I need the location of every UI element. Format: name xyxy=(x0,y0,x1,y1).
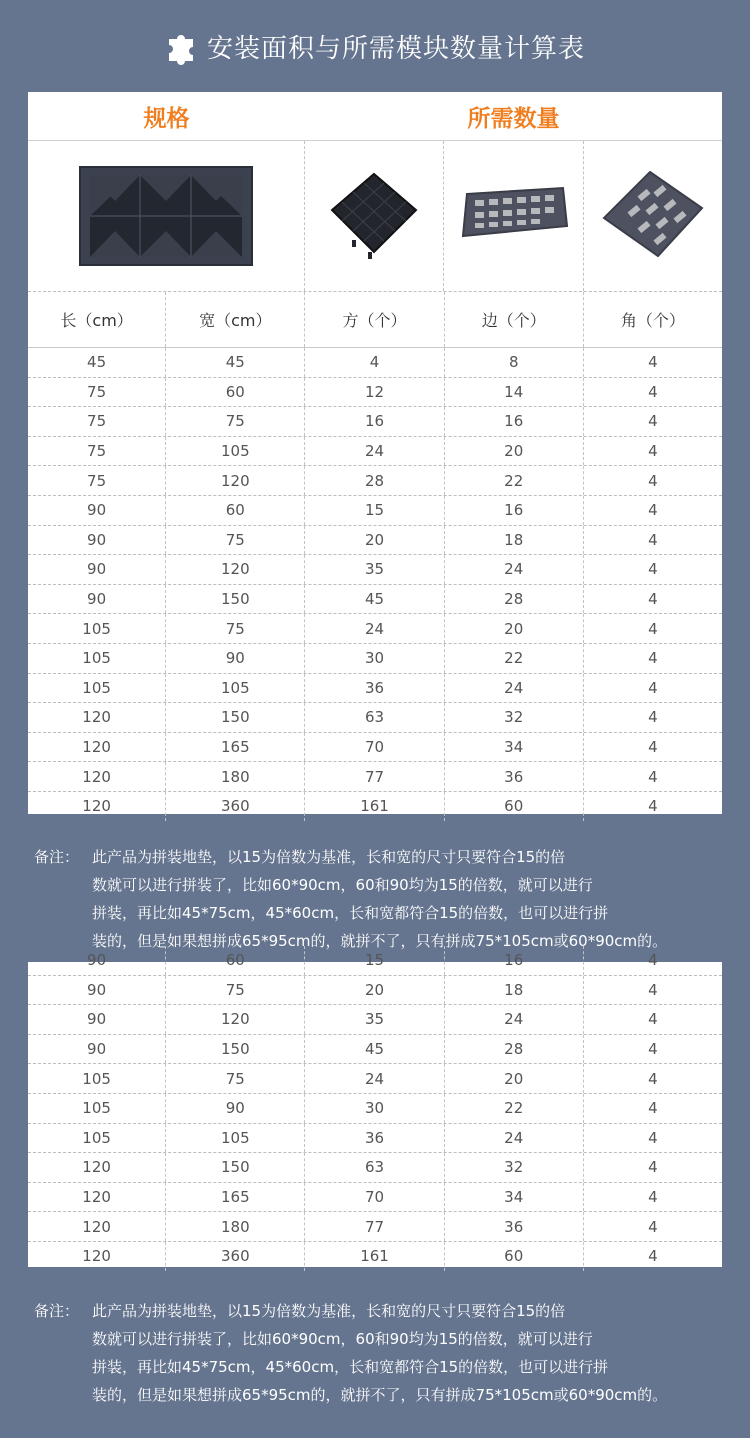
note-label: 备注： xyxy=(34,1302,80,1320)
table-cell: 16 xyxy=(445,946,584,975)
table-cell: 36 xyxy=(305,1124,444,1153)
table-cell: 20 xyxy=(305,976,444,1005)
table-row xyxy=(28,466,722,496)
table-cell: 105 xyxy=(166,437,305,466)
table-cell: 36 xyxy=(305,674,444,703)
table-cell: 105 xyxy=(28,1064,166,1093)
table-cell: 4 xyxy=(648,560,658,579)
table-cell: 60 xyxy=(166,946,305,975)
table-row xyxy=(28,674,722,704)
calc-table xyxy=(28,92,722,814)
note-line: 数就可以进行拼装了，比如60*90cm，60和90均为15的倍数，就可以进行 xyxy=(92,1330,593,1348)
table-cell: 120 xyxy=(28,733,166,762)
product-image-row xyxy=(28,141,722,292)
table-row xyxy=(28,976,722,1006)
table-cell: 75 xyxy=(166,526,305,555)
page-title: 安装面积与所需模块数量计算表 xyxy=(206,33,585,64)
table-cell: 105 xyxy=(28,644,166,673)
table-cell: 105 xyxy=(28,614,166,643)
table-cell: 36 xyxy=(445,1212,584,1241)
table-cell: 360 xyxy=(166,1242,305,1271)
table-cell: 4 xyxy=(648,708,658,727)
table-cell: 90 xyxy=(28,526,166,555)
table-cell: 120 xyxy=(28,1153,166,1182)
table-cell: 28 xyxy=(445,1035,584,1064)
table-cell: 16 xyxy=(445,496,584,525)
table-cell: 90 xyxy=(28,585,166,614)
table-cell: 4 xyxy=(648,619,658,638)
table-cell: 4 xyxy=(648,1158,658,1177)
table-cell: 22 xyxy=(445,644,584,673)
table-cell: 4 xyxy=(648,797,658,816)
note-label: 备注： xyxy=(34,848,80,866)
table-body xyxy=(28,348,722,821)
edge-tile-image xyxy=(444,141,583,291)
table-cell: 63 xyxy=(305,703,444,732)
table-cell: 75 xyxy=(166,1064,305,1093)
table-cell: 28 xyxy=(305,466,444,495)
table-cell: 4 xyxy=(648,1188,658,1207)
table-cell: 75 xyxy=(28,378,166,407)
note-line: 拼装，再比如45*75cm，45*60cm，长和宽都符合15的倍数，也可以进行拼 xyxy=(92,904,609,922)
table-cell: 4 xyxy=(648,1010,658,1029)
table-cell: 24 xyxy=(445,555,584,584)
table-cell: 4 xyxy=(648,1099,658,1118)
table-group-header xyxy=(28,92,722,141)
table-cell: 16 xyxy=(445,407,584,436)
square-tile-image xyxy=(305,141,444,291)
table-body-continued xyxy=(28,946,722,1271)
table-cell: 4 xyxy=(648,590,658,609)
col-square: 方（个） xyxy=(305,292,444,347)
spec-header: 规格 xyxy=(143,105,190,132)
table-row xyxy=(28,644,722,674)
table-cell: 4 xyxy=(648,767,658,786)
table-row xyxy=(28,378,722,408)
table-cell: 22 xyxy=(445,1094,584,1123)
table-cell: 105 xyxy=(166,1124,305,1153)
table-cell: 4 xyxy=(648,471,658,490)
corner-tile-image xyxy=(584,141,722,291)
table-cell: 4 xyxy=(648,1128,658,1147)
table-cell: 4 xyxy=(648,1217,658,1236)
table-row xyxy=(28,1153,722,1183)
table-cell: 150 xyxy=(166,585,305,614)
table-row xyxy=(28,437,722,467)
table-cell: 150 xyxy=(166,703,305,732)
table-cell: 77 xyxy=(305,1212,444,1241)
table-cell: 4 xyxy=(648,442,658,461)
table-cell: 45 xyxy=(166,348,305,377)
table-cell: 24 xyxy=(305,1064,444,1093)
assembled-mat-image xyxy=(28,141,305,291)
table-cell: 4 xyxy=(648,1069,658,1088)
table-cell: 120 xyxy=(28,1183,166,1212)
note-line: 数就可以进行拼装了，比如60*90cm，60和90均为15的倍数，就可以进行 xyxy=(92,876,593,894)
table-cell: 4 xyxy=(648,353,658,372)
table-cell: 90 xyxy=(28,976,166,1005)
qty-header: 所需数量 xyxy=(467,105,560,132)
table-cell: 32 xyxy=(445,1153,584,1182)
table-cell: 120 xyxy=(28,1242,166,1271)
table-cell: 90 xyxy=(28,1005,166,1034)
table-cell: 34 xyxy=(445,1183,584,1212)
table-row xyxy=(28,1035,722,1065)
table-cell: 150 xyxy=(166,1153,305,1182)
table-cell: 4 xyxy=(648,1247,658,1266)
table-cell: 75 xyxy=(28,466,166,495)
table-cell: 45 xyxy=(305,585,444,614)
table-row xyxy=(28,407,722,437)
note-line: 装的，但是如果想拼成65*95cm的，就拼不了，只有拼成75*105cm或60*90cm的。 xyxy=(92,1386,668,1404)
table-cell: 105 xyxy=(28,1124,166,1153)
table-cell: 165 xyxy=(166,1183,305,1212)
table-cell: 20 xyxy=(445,1064,584,1093)
table-cell: 15 xyxy=(305,946,444,975)
table-cell: 63 xyxy=(305,1153,444,1182)
col-corner: 角（个） xyxy=(620,311,685,330)
table-cell: 14 xyxy=(445,378,584,407)
table-cell: 4 xyxy=(305,348,444,377)
table-cell: 30 xyxy=(305,644,444,673)
col-edge: 边（个） xyxy=(445,292,584,347)
table-cell: 161 xyxy=(305,1242,444,1271)
table-cell: 90 xyxy=(166,644,305,673)
table-cell: 30 xyxy=(305,1094,444,1123)
col-width: 宽（cm） xyxy=(166,292,305,347)
table-cell: 4 xyxy=(648,382,658,401)
table-cell: 105 xyxy=(166,674,305,703)
table-cell: 28 xyxy=(445,585,584,614)
table-cell: 180 xyxy=(166,1212,305,1241)
table-cell: 24 xyxy=(445,674,584,703)
table-cell: 16 xyxy=(305,407,444,436)
table-cell: 75 xyxy=(166,614,305,643)
table-cell: 105 xyxy=(28,674,166,703)
table-cell: 90 xyxy=(28,946,166,975)
table-cell: 77 xyxy=(305,762,444,791)
table-cell: 4 xyxy=(648,412,658,431)
table-cell: 8 xyxy=(445,348,584,377)
page-header xyxy=(0,0,750,92)
table-cell: 20 xyxy=(305,526,444,555)
table-row xyxy=(28,614,722,644)
table-cell: 22 xyxy=(445,466,584,495)
table-cell: 60 xyxy=(445,792,584,821)
table-row xyxy=(28,496,722,526)
table-cell: 120 xyxy=(166,1005,305,1034)
table-cell: 45 xyxy=(28,348,166,377)
table-cell: 20 xyxy=(445,437,584,466)
table-row xyxy=(28,526,722,556)
table-cell: 105 xyxy=(28,1094,166,1123)
table-cell: 120 xyxy=(28,1212,166,1241)
table-cell: 75 xyxy=(28,437,166,466)
table-cell: 60 xyxy=(166,378,305,407)
table-row xyxy=(28,555,722,585)
table-cell: 120 xyxy=(28,762,166,791)
table-cell: 4 xyxy=(648,738,658,757)
table-row xyxy=(28,1124,722,1154)
table-cell: 4 xyxy=(648,678,658,697)
table-row xyxy=(28,1242,722,1271)
table-row xyxy=(28,946,722,976)
table-cell: 24 xyxy=(305,614,444,643)
table-cell: 36 xyxy=(445,762,584,791)
table-cell: 35 xyxy=(305,1005,444,1034)
table-cell: 90 xyxy=(28,1035,166,1064)
table-cell: 4 xyxy=(648,951,658,970)
table-cell: 12 xyxy=(305,378,444,407)
table-row xyxy=(28,348,722,378)
table-cell: 90 xyxy=(28,496,166,525)
table-cell: 75 xyxy=(166,976,305,1005)
column-header-row xyxy=(28,292,722,348)
table-cell: 18 xyxy=(445,526,584,555)
note-line: 此产品为拼装地垫，以15为倍数为基准，长和宽的尺寸只要符合15的倍 xyxy=(92,848,566,866)
note-line: 装的，但是如果想拼成65*95cm的，就拼不了，只有拼成75*105cm或60*90cm的。 xyxy=(92,932,668,950)
table-cell: 4 xyxy=(648,501,658,520)
table-row xyxy=(28,1094,722,1124)
table-row xyxy=(28,1212,722,1242)
table-cell: 90 xyxy=(28,555,166,584)
col-length: 长（cm） xyxy=(28,292,166,347)
table-cell: 150 xyxy=(166,1035,305,1064)
table-cell: 34 xyxy=(445,733,584,762)
table-cell: 4 xyxy=(648,1040,658,1059)
table-cell: 45 xyxy=(305,1035,444,1064)
table-cell: 20 xyxy=(445,614,584,643)
table-row xyxy=(28,762,722,792)
table-row xyxy=(28,585,722,615)
table-cell: 4 xyxy=(648,649,658,668)
table-row xyxy=(28,1064,722,1094)
table-cell: 70 xyxy=(305,733,444,762)
table-cell: 4 xyxy=(648,980,658,999)
puzzle-icon xyxy=(165,29,199,63)
table-cell: 180 xyxy=(166,762,305,791)
table-cell: 18 xyxy=(445,976,584,1005)
table-cell: 75 xyxy=(28,407,166,436)
table-cell: 360 xyxy=(166,792,305,821)
table-cell: 165 xyxy=(166,733,305,762)
table-cell: 15 xyxy=(305,496,444,525)
table-cell: 32 xyxy=(445,703,584,732)
table-row xyxy=(28,733,722,763)
table-cell: 35 xyxy=(305,555,444,584)
table-cell: 60 xyxy=(166,496,305,525)
table-row xyxy=(28,792,722,821)
table-cell: 24 xyxy=(445,1124,584,1153)
table-cell: 70 xyxy=(305,1183,444,1212)
note-1 xyxy=(34,843,724,955)
table-cell: 120 xyxy=(166,466,305,495)
table-cell: 120 xyxy=(28,703,166,732)
table-cell: 90 xyxy=(166,1094,305,1123)
table-cell: 120 xyxy=(28,792,166,821)
table-cell: 120 xyxy=(166,555,305,584)
table-cell: 75 xyxy=(166,407,305,436)
note-line: 拼装，再比如45*75cm，45*60cm，长和宽都符合15的倍数，也可以进行拼 xyxy=(92,1358,609,1376)
table-cell: 24 xyxy=(445,1005,584,1034)
table-cell: 4 xyxy=(648,530,658,549)
table-cell: 161 xyxy=(305,792,444,821)
table-cell: 60 xyxy=(445,1242,584,1271)
calc-table-continued xyxy=(28,951,722,1267)
table-row xyxy=(28,1005,722,1035)
note-2 xyxy=(34,1297,724,1409)
table-cell: 24 xyxy=(305,437,444,466)
table-row xyxy=(28,1183,722,1213)
note-line: 此产品为拼装地垫，以15为倍数为基准，长和宽的尺寸只要符合15的倍 xyxy=(92,1302,566,1320)
table-row xyxy=(28,703,722,733)
